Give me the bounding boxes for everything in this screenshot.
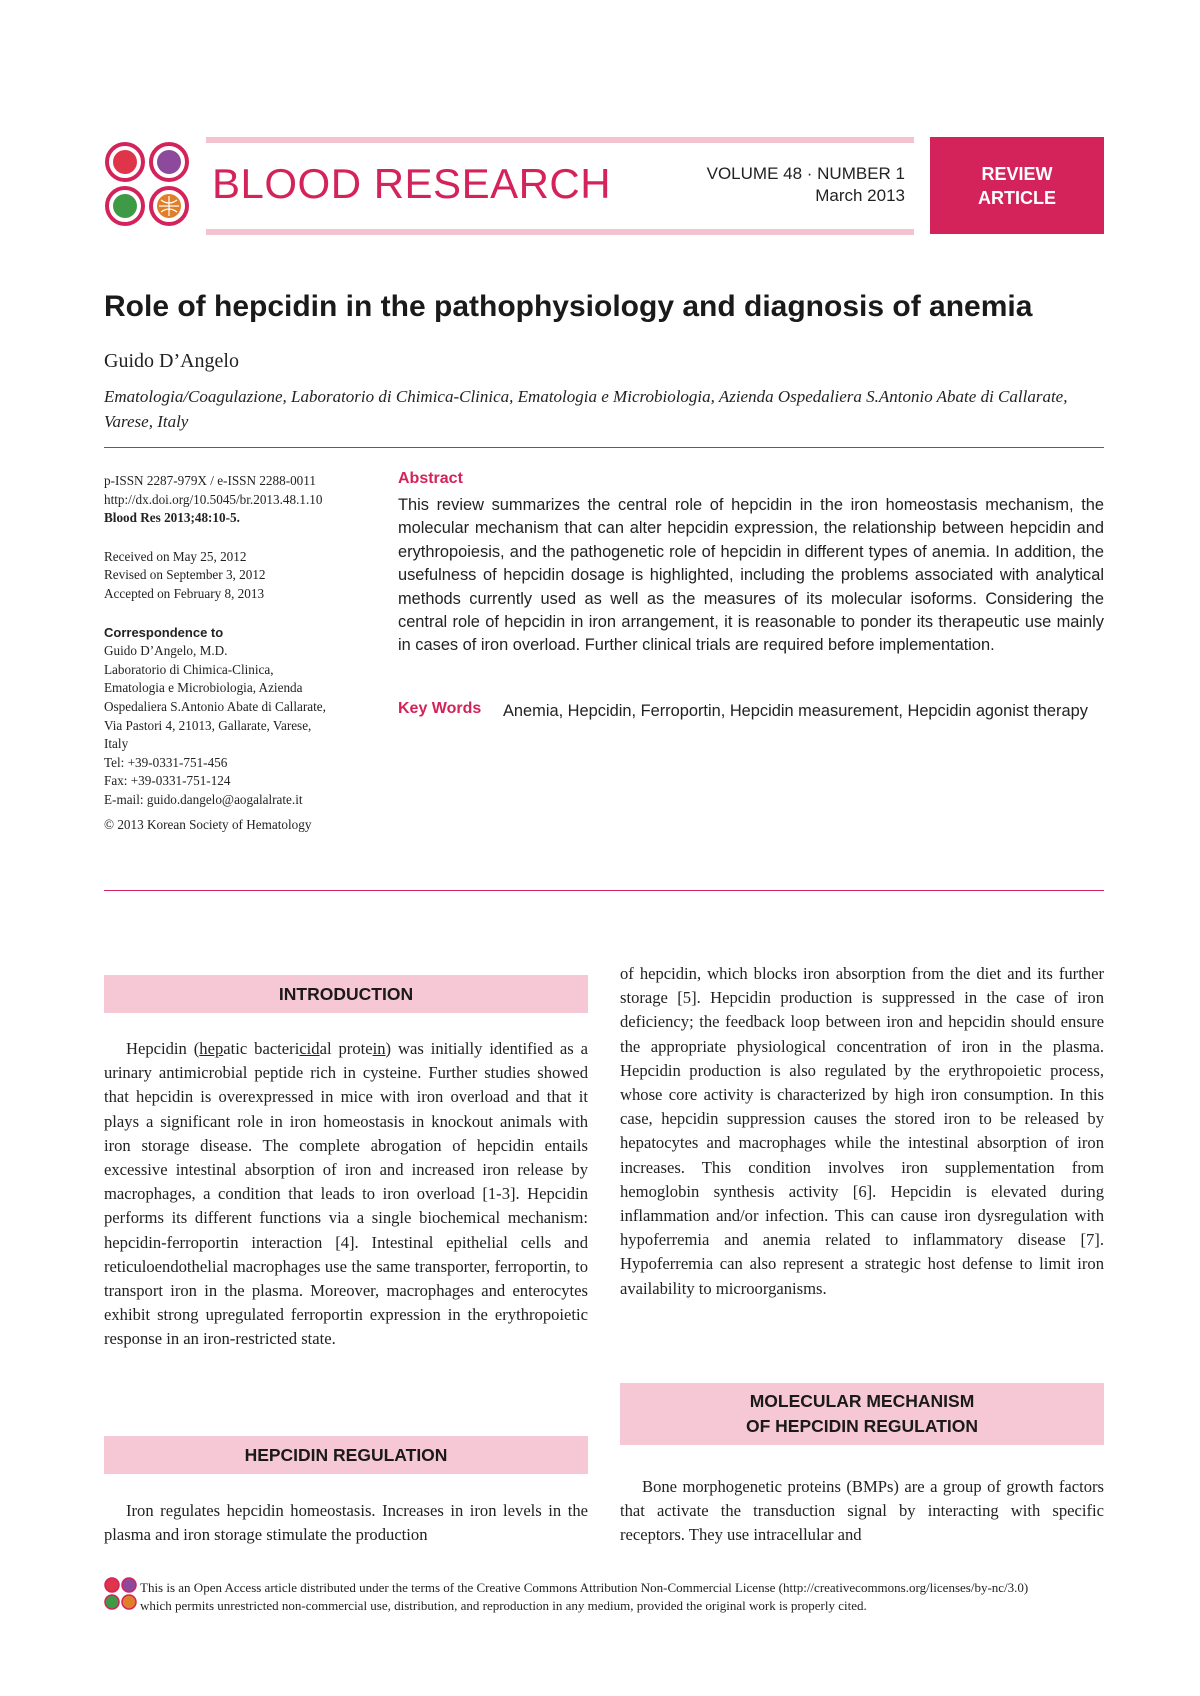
- article-author: Guido D’Angelo: [104, 350, 239, 372]
- copyright: © 2013 Korean Society of Hematology: [104, 816, 312, 832]
- correspondence-tel: Tel: +39-0331-751-456: [104, 754, 228, 770]
- keywords-label: Key Words: [398, 700, 482, 717]
- accepted-date: Accepted on February 8, 2013: [104, 585, 265, 601]
- molecular-paragraph: Bone morphogenetic proteins (BMPs) are a group of growth factors that activate the transduction signal by interacting with specific receptors. They use intracellular and: [620, 1477, 1104, 1545]
- correspondence-heading: Correspondence to: [104, 624, 224, 640]
- abstract-heading: Abstract: [398, 470, 463, 487]
- underlined-in: in: [372, 1039, 386, 1058]
- journal-name: BLOOD RESEARCH: [212, 160, 612, 207]
- license-line: This is an Open Access article distributed under the terms of the Creative Commons Attribution Non-Commercial License (http://creativecommons.org/licenses/by-nc/3.0): [140, 1580, 1029, 1595]
- correspondence-line: Ospedaliera S.Antonio Abate di Callarate,: [104, 698, 326, 714]
- section-heading-text: OF HEPCIDIN REGULATION: [745, 1416, 979, 1436]
- abstract-text: This review summarizes the central role of hepcidin in the iron homeostasis mechanism, the molecular mechanism that can alter hepcidin expression, the relationship between hepcidin and erythropoiesis, and the pathogenetic role of hepcidin in different types of anemia. In addition, the usefulness of hepcidin dosage is highlighted, including the problems associated with analytical methods currently used as well as the measures of its molecular isoforms. Considering the central role of hepcidin in iron arrangement, it is reasonable to ponder its therapeutic use mainly in cases of iron overload. Further clinical trials are required before implementation.: [398, 496, 1104, 655]
- divider-top: [104, 447, 1104, 448]
- volume-line: VOLUME 48 · NUMBER 1: [706, 164, 905, 183]
- section-heading-text: INTRODUCTION: [278, 983, 414, 1004]
- issn: p-ISSN 2287-979X / e-ISSN 2288-0011: [104, 473, 316, 488]
- divider-bottom: [104, 890, 1104, 891]
- article-type-badge: [930, 137, 1104, 234]
- received-date: Received on May 25, 2012: [104, 548, 247, 564]
- underlined-cid: cid: [299, 1039, 320, 1058]
- correspondence-email[interactable]: E-mail: guido.dangelo@aogalalrate.it: [104, 791, 303, 807]
- introduction-paragraph: Hepcidin (hepatic bactericidal protein) was initially identified as a urinary antimicrobial peptide rich in cysteine. Further studies showed that hepcidin is overexpressed in mice with iron overload and that it plays a significant role in iron homeostasis in knockout animals with iron storage disease. The complete abrogation of hepcidin entails excessive intestinal absorption of iron and increased iron release by macrophages, a condition that leads to iron overload [1-3]. Hepcidin performs its different functions via a single biochemical mechanism: hepcidin-ferroportin interaction [4]. Intestinal epithelial cells and reticuloendothelial macrophages use the same transporter, ferroportin, to transport iron in the plasma. Moreover, macrophages and enterocytes exhibit strong upregulated ferroportin expression in the erythropoietic response in an iron-restricted state.: [104, 1039, 588, 1349]
- issue-info: [640, 163, 905, 207]
- right-column-paragraph: of hepcidin, which blocks iron absorption from the diet and its further storage [5]. Hepcidin production is suppressed in the case of iron deficiency; the feedback loop between iron and hepcidin should ensure the appropriate physiological concentration of iron in the plasma. Hepcidin production is also regulated by the erythropoietic process, whose core activity is characterized by high iron consumption. In this case, hepcidin suppression causes the stored iron to be released by hepatocytes and macrophages while the intestinal absorption of iron increases. This condition involves iron supplementation from hemoglobin synthesis activity [6]. Hepcidin is elevated during inflammation and/or infection. This can cause iron dysregulation with hypoferremia and anemia related to inflammatory disease [7]. Hypoferremia can also represent a strategic host defense to limit iron availability to microorganisms.: [620, 964, 1104, 1298]
- section-heading-text: MOLECULAR MECHANISM: [749, 1391, 975, 1411]
- correspondence-line: Guido D’Angelo, M.D.: [104, 643, 228, 659]
- header-bottom-bar: [206, 229, 914, 235]
- correspondence-line: Laboratorio di Chimica-Clinica,: [104, 661, 274, 677]
- article-metadata: [104, 472, 379, 834]
- citation: Blood Res 2013;48:10-5.: [104, 510, 240, 526]
- revised-date: Revised on September 3, 2012: [104, 567, 266, 583]
- correspondence-line: Italy: [104, 736, 129, 752]
- correspondence-fax: Fax: +39-0331-751-124: [104, 773, 231, 789]
- keywords-text: Anemia, Hepcidin, Ferroportin, Hepcidin measurement, Hepcidin agonist therapy: [503, 702, 1088, 720]
- article-title: Role of hepcidin in the pathophysiology and diagnosis of anemia: [104, 290, 1033, 323]
- issue-date: March 2013: [815, 186, 905, 205]
- header-top-bar: [206, 137, 914, 143]
- article-type-line2: ARTICLE: [978, 187, 1056, 208]
- section-heading-hepcidin-regulation: [104, 1436, 588, 1474]
- underlined-hep: hep: [199, 1039, 224, 1058]
- license-line: which permits unrestricted non-commercial use, distribution, and reproduction in any medium, provided the original work is properly cited.: [140, 1598, 867, 1613]
- regulation-paragraph: Iron regulates hepcidin homeostasis. Increases in iron levels in the plasma and iron storage stimulate the production: [104, 1501, 588, 1545]
- correspondence-line: Ematologia e Microbiologia, Azienda: [104, 680, 303, 696]
- section-heading-text: HEPCIDIN REGULATION: [244, 1444, 448, 1465]
- section-heading-introduction: [104, 975, 588, 1013]
- article-type-line1: REVIEW: [981, 163, 1053, 184]
- footer-logo-icon: [104, 1577, 138, 1611]
- doi-link[interactable]: http://dx.doi.org/10.5045/br.2013.48.1.10: [104, 491, 323, 507]
- section-heading-molecular-mechanism: [620, 1383, 1104, 1445]
- license-notice: [140, 1579, 1105, 1615]
- author-affiliation: Ematologia/Coagulazione, Laboratorio di Chimica-Clinica, Ematologia e Microbiologia, Azienda Ospedaliera S.Antonio Abate di Callarate, Varese, Italy: [104, 387, 1068, 431]
- correspondence-line: Via Pastori 4, 21013, Gallarate, Varese,: [104, 717, 312, 733]
- journal-logo: [103, 140, 193, 230]
